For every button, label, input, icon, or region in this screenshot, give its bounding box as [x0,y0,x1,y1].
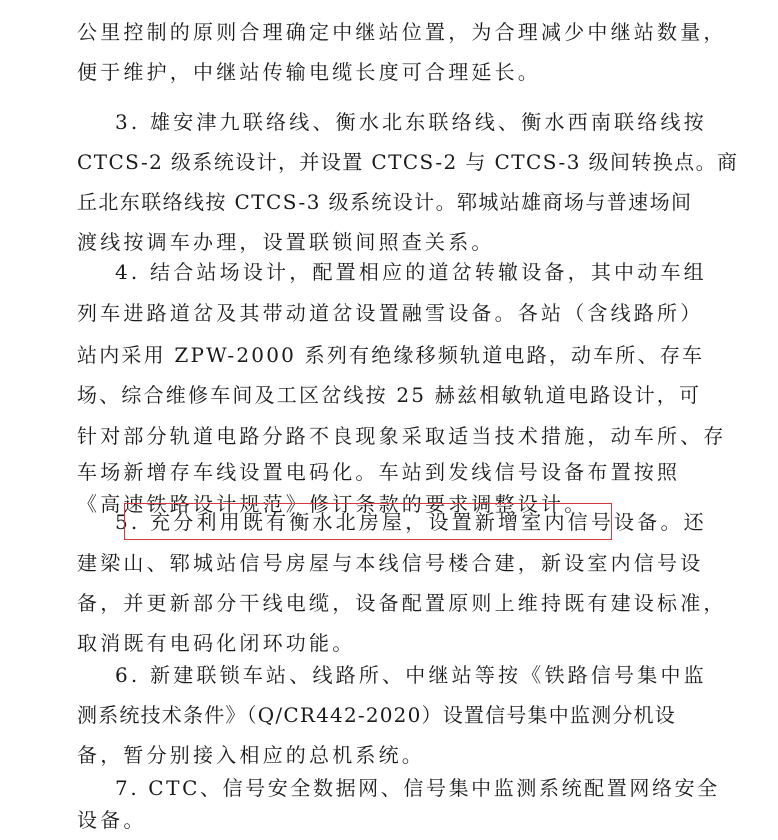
text-line-7: 4. 结合站场设计，配置相应的道岔转辙设备，其中动车组 [115,260,707,284]
text-line-5: 丘北东联络线按 CTCS-3 级系统设计。郓城站雄商场与普速场间 [77,190,693,214]
text-line-14: 5. 充分利用既有衡水北房屋，设置新增室内信号设备。还 [115,510,707,534]
text-line-10: 场、综合维修车间及工区岔线按 25 赫兹相敏轨道电路设计，可 [77,383,702,407]
red-highlight-box [124,503,612,540]
text-line-1: 公里控制的原则合理确定中继站位置，为合理减少中继站数量， [77,20,727,44]
text-line-2: 便于维护，中继站传输电缆长度可合理延长。 [77,60,541,84]
text-line-9: 站内采用 ZPW-2000 系列有绝缘移频轨道电路，动车所、存车 [77,343,705,367]
text-line-22: 设备。 [77,808,147,832]
text-line-17: 取消既有电码化闭环功能。 [77,631,356,655]
text-line-13: 《高速铁路设计规范》修订条款的要求调整设计。 [77,492,588,516]
text-line-8: 列车进路道岔及其带动道岔设置融雪设备。各站（含线路所） [77,301,704,325]
text-line-21: 7. CTC、信号安全数据网、信号集中监测系统配置网络安全 [115,776,720,800]
text-line-18: 6. 新建联锁车站、线路所、中继站等按《铁路信号集中监 [115,663,707,687]
text-line-6: 渡线按调车办理，设置联锁间照查关系。 [77,230,495,254]
text-line-11: 针对部分轨道电路分路不良现象采取适当技术措施，动车所、存 [77,424,727,448]
text-line-19: 测系统技术条件》（Q/CR442-2020）设置信号集中监测分机设 [77,703,676,727]
text-line-4: CTCS-2 级系统设计，并设置 CTCS-2 与 CTCS-3 级间转换点。商 [77,150,739,174]
text-line-12: 车场新增存车线设置电码化。车站到发线信号设备布置按照 [77,460,681,484]
text-line-15: 建梁山、郓城站信号房屋与本线信号楼合建，新设室内信号设 [77,551,704,575]
text-line-16: 备，并更新部分干线电缆，设备配置原则上维持既有建设标准， [77,591,727,615]
text-line-3: 3. 雄安津九联络线、衡水北东联络线、衡水西南联络线按 [115,110,707,134]
text-line-20: 备，暂分别接入相应的总机系统。 [77,743,425,767]
